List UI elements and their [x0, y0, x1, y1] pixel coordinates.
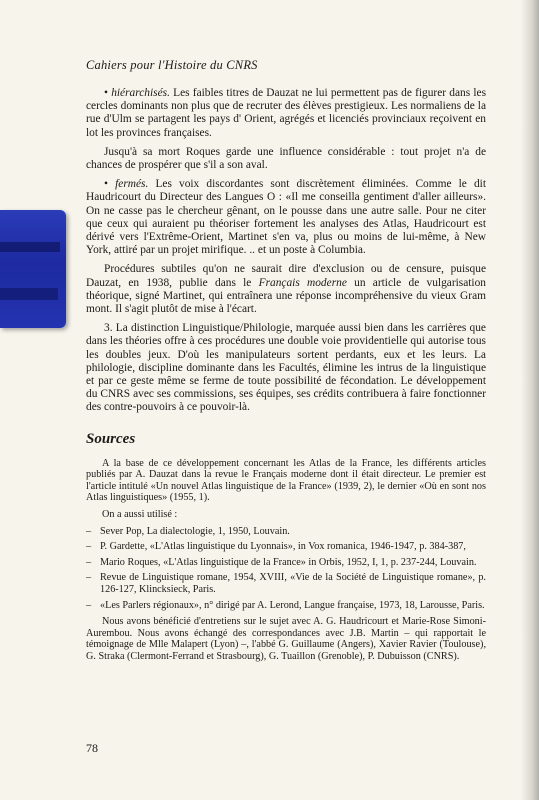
list-item: – «Les Parlers régionaux», n° dirigé par A. Lerond, Langue française, 1973, 18, Larousse, Paris. [86, 599, 485, 611]
page-number: 78 [86, 741, 98, 755]
paragraph-hierarchises: • hiérarchisés. Les faibles titres de Dauzat ne lui permettent pas de figurer dans les cercles dominants non plus que de recruter des élèves prestigieux. Les normaliens de la rue d'Ulm se partagent les pays d' Orient, agrégés et licenciés provinciaux reçoivent en lot les provinces françaises. [86, 87, 486, 139]
list-item: – Mario Roques, «L'Atlas linguistique de la France» in Orbis, 1952, I, 1, p. 237-244, Louvain. [86, 556, 477, 568]
paragraph-text: Procédures subtiles qu'on ne saurait dire d'exclusion ou de censure, puisque Dauzat, en 1938, publie dans le [86, 263, 486, 289]
sources-list [86, 526, 486, 612]
paragraph-distinction: 3. La distinction Linguistique/Philologie, marquée aussi bien dans les carrières que dans les théories offre à ces procédures une double voie providentielle qui autorise tous les doubles jeux. D'où les manipulateurs sortent perdants, eux et les leurs. La philologie, discipline dominante dans les Facultés, élimine les intrus de la linguistique et par ce geste même se ferme de toute possibilité de fécondation. Le développement du CNRS avec ses commissions, ses équipes, ses crédits contribuera à faire fonctionner des contre-pouvoirs à ce pouvoir-là. [86, 322, 486, 414]
paragraph-lead-em: hiérarchisés. [111, 87, 170, 99]
paragraph-lead-em: fermés. [115, 178, 149, 191]
body-text [86, 87, 486, 415]
list-item: – Revue de Linguistique romane, 1954, XVIII, «Vie de la Société de Linguistique romane», p. 126-127, Klincksieck, Paris. [86, 572, 486, 596]
journal-title-em: Français moderne [252, 469, 327, 481]
sources-text: A la base de ce développement concernant les Atlas de la France, les différents articles publiés par A. Dauzat dans la revue le [86, 457, 486, 481]
list-item: – Sever Pop, La dialectologie, 1, 1950, Louvain. [86, 525, 290, 537]
sources-closing: Nous avons bénéficié d'entretiens sur le sujet avec A. G. Haudricourt et Marie-Rose Simoni-Aurembou. Nous avons échangé des correspondances avec J.B. Martin – qui rapportait le témoignage de Mlle Malapert (Lyon) –, l'abbé G. Guillaume (Angers), Xavier Ravier (Toulouse), G. Straka (Clermont-Ferrand et Strasbourg), G. Tuaillon (Grenoble), P. Dubuisson (CNRS). [86, 616, 486, 662]
paragraph-text: Les voix discordantes sont discrètement éliminées. Comme le dit Haudricourt du Directeur des Langues O : «Il me conseilla gentiment d'aller ailleurs». On ne casse pas le chercheur gênant, on le pousse dans une autre salle. Pour ne citer que ceux qui auraient pu théoriser fortement les analyses des Atlas, Haudricourt est dérivé vers l'Extrême-Orient, Martinet s'en va, plus ou moins de lui-même, à New York, attiré par un projet mirifique. .. et un poste à Columbia. [86, 178, 486, 257]
running-head: Cahiers pour l'Histoire du CNRS [86, 58, 258, 72]
paragraph-text: Les faibles titres de Dauzat ne lui permettent pas de figurer dans les cercles dominants non plus que de recruter des élèves prestigieux. Les normaliens de la rue d'Ulm se partagent les pays d' Orient, agrégés et licenciés provinciaux reçoivent en lot les provinces françaises. [86, 87, 486, 139]
journal-title-em: Français moderne [258, 276, 347, 289]
sources-section [86, 458, 486, 663]
page-edge-shadow [521, 0, 539, 800]
paragraph-fermes: • fermés. Les voix discordantes sont discrètement éliminées. Comme le dit Haudricourt du Directeur des Langues O : «Il me conseilla gentiment d'aller ailleurs». On ne casse pas le chercheur gênant, on le pousse dans une autre salle. Pour ne citer que ceux qui auraient pu théoriser fortement les analyses des Atlas, Haudricourt est dérivé vers l'Extrême-Orient, Martinet s'en va, plus ou moins de lui-même, à New York, attiré par un projet mirifique. .. et un poste à Columbia. [86, 178, 486, 257]
paragraph-text: un article de vulgarisation théorique, signé Martinet, qui entraînera une réponse incompréhensive du vieux Gram mont. Il s'agit plutôt de mise à l'écart. [86, 276, 486, 316]
section-title-sources: Sources [86, 430, 136, 447]
sources-also-used: On a aussi utilisé : [102, 509, 178, 521]
paragraph-procedures [86, 263, 486, 316]
paragraph-roques: Jusqu'à sa mort Roques garde une influence considérable : tout projet n'a de chances de prospérer que s'il a son aval. [86, 145, 486, 172]
sources-intro [86, 458, 486, 504]
page-content [86, 58, 486, 668]
sources-text: dont il était directeur. Le premier est l'article intitulé «Un nouvel Atlas linguistique de la France» (1939, 2), le dernier «Où en sont nos Atlas linguistiques» (1955, 1). [86, 469, 486, 504]
list-item: – P. Gardette, «L'Atlas linguistique du Lyonnais», in Vox romanica, 1946-1947, p. 384-387, [86, 541, 466, 553]
blue-binder-clip [0, 210, 66, 328]
